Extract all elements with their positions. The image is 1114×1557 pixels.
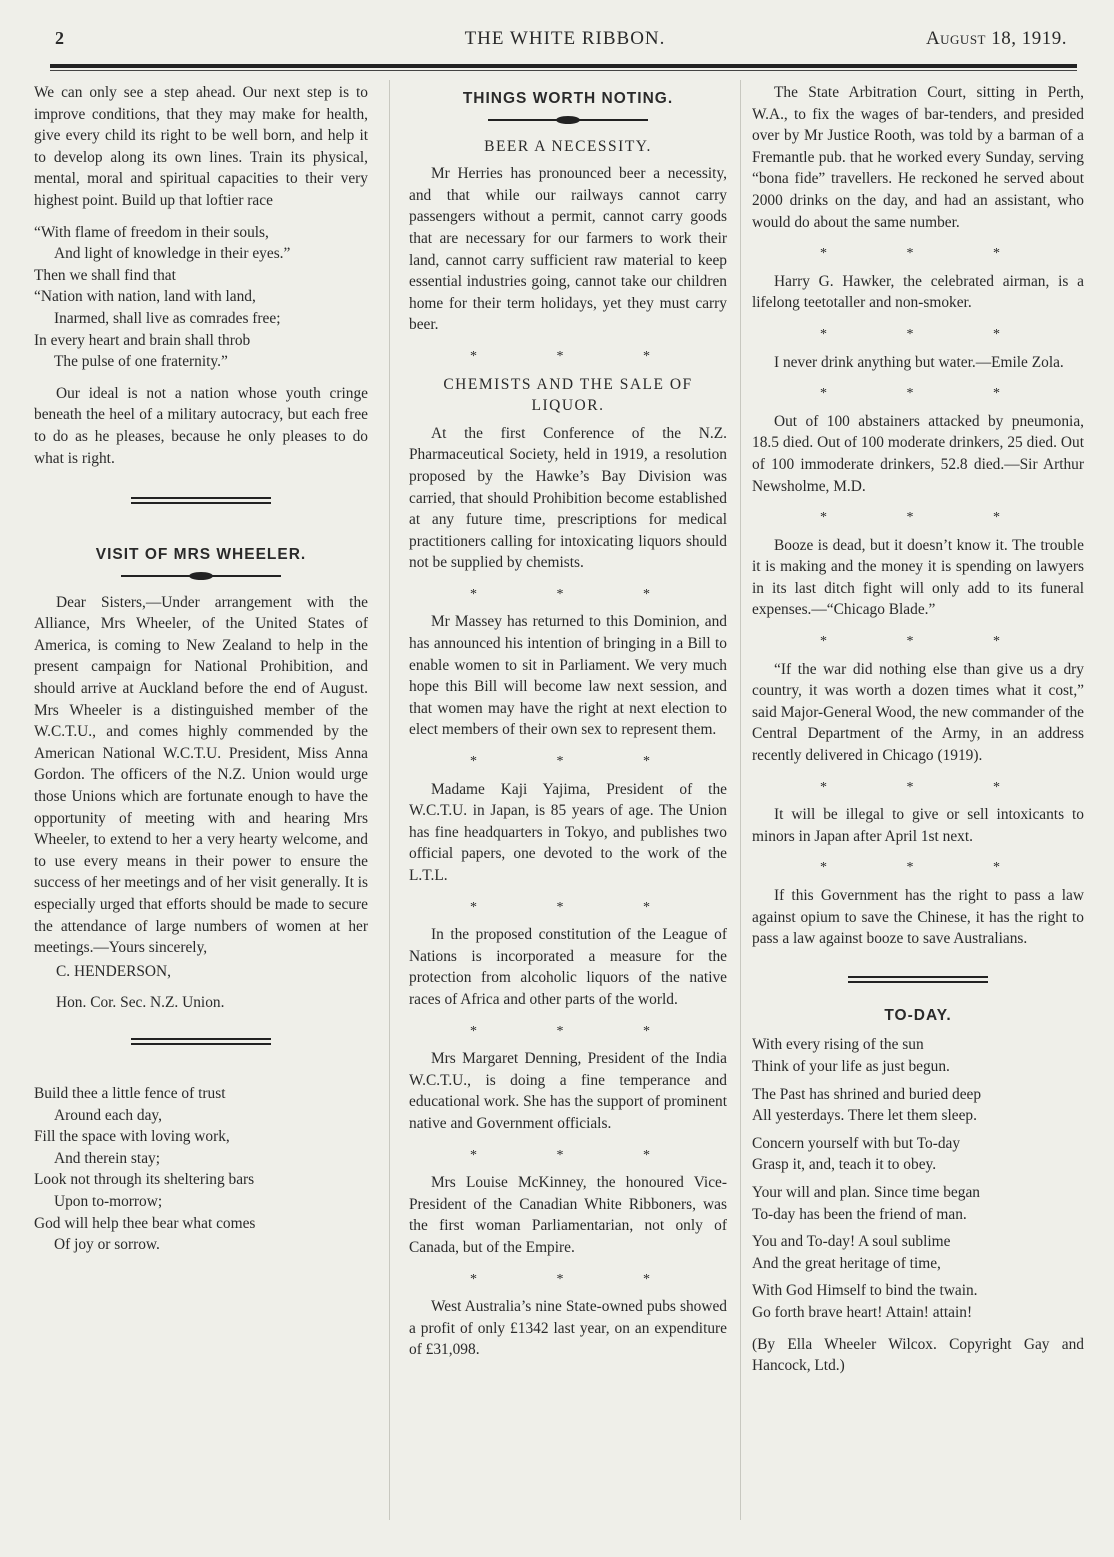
newsholme-paragraph: Out of 100 abstainers attacked by pneumonia, 18.5 died. Out of 100 moderate drinkers, 25 died. Out of 100 immoderate drinkers, 52.8 died.—Sir Arthur Newsholme, M.D. [752,412,1084,495]
poem-line: Concern yourself with but To-day [752,1134,961,1152]
poem-line: In every heart and brain shall throb [34,331,251,349]
poem-line: Go forth brave heart! Attain! attain! [752,1303,973,1321]
hawker-paragraph: Harry G. Hawker, the celebrated airman, is a lifelong teetotaller and non-smoker. [752,272,1084,312]
poem-line: Around each day, [54,1106,162,1124]
poem-line: And therein stay; [54,1149,160,1167]
poem-line: Fill the space with loving work, [34,1128,230,1146]
heading-ornament [121,570,281,582]
chemists-paragraph: At the first Conference of the N.Z. Pharmaceutical Society, held in 1919, a resolution proposed by the Hawke’s Bay Division was carried, that should Prohibition become established at any future time, prescriptions for medical practitioners calling for intoxicating liquors should not be supplied by chemists. [409,424,727,572]
today-poem [752,1034,1084,1323]
poem-line: Think of your life as just begun. [752,1057,950,1075]
booze-paragraph: Booze is dead, but it doesn’t know it. The trouble it is making and the money it is spending on lawyers in its last ditch fight will only add to its funeral expenses.—“Chicago Blade.” [752,536,1084,619]
poem-line: With every rising of the sun [752,1036,924,1054]
asterism: * * * [470,1271,688,1287]
fence-poem [34,1083,368,1256]
issue-date: August 18, 1919. [925,28,1067,49]
signature-name: C. HENDERSON, [56,962,172,980]
japan-paragraph: It will be illegal to give or sell intoxicants to minors in Japan after April 1st next. [752,806,1084,845]
page-header [55,22,1075,52]
freedom-poem [34,222,368,373]
poem-line: With God Himself to bind the twain. [752,1282,978,1300]
section-divider [131,1038,271,1045]
asterism: * * * [470,586,688,602]
chemists-subhead: CHEMISTS AND THE SALE OF LIQUOR. [443,375,693,415]
poem-credit: (By Ella Wheeler Wilcox. Copyright Gay and Hancock, Ltd.) [752,1335,1084,1375]
notes-heading: THINGS WORTH NOTING. [462,90,674,107]
asterism: * * * [470,899,688,915]
intro-paragraph: We can only see a step ahead. Our next step is to improve conditions, that they may make for health, give every child its right to be well born, and help it to develop along its own lines. Train its physical, mental, moral and spiritual capacities to their very highest point. Build up that loftier race [34,84,368,209]
poem-line: God will help thee bear what comes [34,1214,256,1232]
massey-paragraph: Mr Massey has returned to this Dominion, and has announced his intention of bringing in a Bill to enable women to sit in Parliament. We very much hope this Bill will become law next session, and that women may have the right at next election to elect members of their own sex to represent them. [409,613,727,739]
header-rule [50,64,1077,68]
mckinney-paragraph: Mrs Louise McKinney, the honoured Vice-President of the Canadian White Ribboners, was the first woman Parliamentarian, not only of Canada, but of the Empire. [409,1174,727,1256]
yajima-paragraph: Madame Kaji Yajima, President of the W.C.T.U. in Japan, is 85 years of age. The Union has fine headquarters in Tokyo, and publishes two official papers, one devoted to the work of the L.T.L. [409,780,727,884]
poem-line: Grasp it, and, teach it to obey. [752,1156,937,1174]
asterism: * * * [820,860,1038,876]
arbitration-paragraph: The State Arbitration Court, sitting in Perth, W.A., to fix the wages of bar-tenders, and presided over by Mr Justice Rooth, was told by a barman of a Fremantle pub. that he worked every Sunday, serving “bona fide” travellers. He reckoned he served about 2000 drinks on the day, and had an assistant, who would do about the same number. [752,84,1084,231]
poem-line: Your will and plan. Since time began [752,1183,980,1201]
asterism: * * * [470,1023,688,1039]
heading-ornament [488,114,648,126]
asterism: * * * [470,348,688,364]
poem-line: The pulse of one fraternity.” [54,353,228,371]
poem-line: To-day has been the friend of man. [752,1205,967,1223]
beer-subhead: BEER A NECESSITY. [484,137,652,155]
asterism: * * * [820,326,1038,342]
ideal-paragraph: Our ideal is not a nation whose youth cringe beneath the heel of a military autocracy, but each free to do as he pleases, because he only pleases to do what is right. [34,384,368,467]
asterism: * * * [820,779,1038,795]
page-number: 2 [55,28,65,48]
poem-line: Inarmed, shall live as comrades free; [54,309,281,327]
wood-paragraph: “If the war did nothing else than give us a dry country, it was worth a dozen times what it cost,” said Major-General Wood, the new commander of the Central Department of the Army, in an address recently delivered in Chicago (1919). [752,660,1084,765]
asterism: * * * [820,510,1038,526]
column-right [752,82,1084,1387]
asterism: * * * [470,1147,688,1163]
opium-paragraph: If this Government has the right to pass a law against opium to save the Chinese, it has the right to pass a law against booze to save Australians. [752,887,1084,948]
poem-line: The Past has shrined and buried deep [752,1085,982,1103]
column-divider [740,80,741,1520]
visit-letter: Dear Sisters,—Under arrangement with the Alliance, Mrs Wheeler, of the United States of America, is coming to New Zealand to help in the present campaign for National Prohibition, and should arrive at Auckland before the end of August. Mrs Wheeler is a distinguished member of the W.C.T.U., and comes highly commended by the American National W.C.T.U. President, Miss Anna Gordon. The officers of the N.Z. Union would urge those Unions which are fortunate enough to have the opportunity of meeting with and hearing Mrs Wheeler, to extend to her a very hearty welcome, and to use every means in their power to ensure the success of her meetings and of her visit generally. It is especially urged that efforts should be made to secure the attendance of large numbers of women at her meetings.—Yours sincerely, [34,593,368,957]
poem-line: “With flame of freedom in their souls, [34,223,269,241]
asterism: * * * [820,386,1038,402]
poem-line: All yesterdays. There let them sleep. [752,1107,977,1125]
denning-paragraph: Mrs Margaret Denning, President of the India W.C.T.U., is doing a fine temperance and educational work. She has the support of prominent native and Government officials. [409,1050,728,1132]
section-divider [131,497,271,504]
column-middle [409,82,727,1371]
poem-line: You and To-day! A soul sublime [752,1233,951,1251]
zola-quote: I never drink anything but water.—Emile Zola. [774,353,1064,371]
poem-line: Look not through its sheltering bars [34,1171,255,1189]
column-divider [389,80,390,1520]
publication-title: THE WHITE RIBBON. [464,28,666,49]
poem-line: “Nation with nation, land with land, [34,288,256,306]
asterism: * * * [820,246,1038,262]
asterism: * * * [470,754,688,770]
column-left [34,82,368,1266]
header-rule-thin [50,70,1077,71]
section-divider [848,976,988,983]
poem-line: Of joy or sorrow. [54,1236,160,1254]
poem-line: And the great heritage of time, [752,1254,941,1272]
poem-line: Build thee a little fence of trust [34,1084,226,1102]
poem-line: And light of knowledge in their eyes.” [54,245,291,263]
asterism: * * * [820,634,1038,650]
today-heading: TO-DAY. [884,1006,952,1024]
visit-heading: VISIT OF MRS WHEELER. [95,546,307,564]
poem-line: Upon to-morrow; [54,1192,163,1210]
beer-paragraph: Mr Herries has pronounced beer a necessity, and that while our railways cannot carry passengers without a permit, cannot carry goods that are necessary for our farmers to work their land, cannot carry sufficient raw material to keep essential industries going, cannot take our children home for their term holidays, yet they must carry beer. [409,165,727,334]
west-australia-paragraph: West Australia’s nine State-owned pubs showed a profit of only £1342 last year, on an expenditure of £31,098. [409,1298,727,1359]
poem-line: Then we shall find that [34,266,176,284]
league-paragraph: In the proposed constitution of the League of Nations is incorporated a measure for the protection from alcoholic liquors of the native races of Africa and other parts of the world. [409,926,727,1008]
signature-title: Hon. Cor. Sec. N.Z. Union. [56,994,225,1012]
